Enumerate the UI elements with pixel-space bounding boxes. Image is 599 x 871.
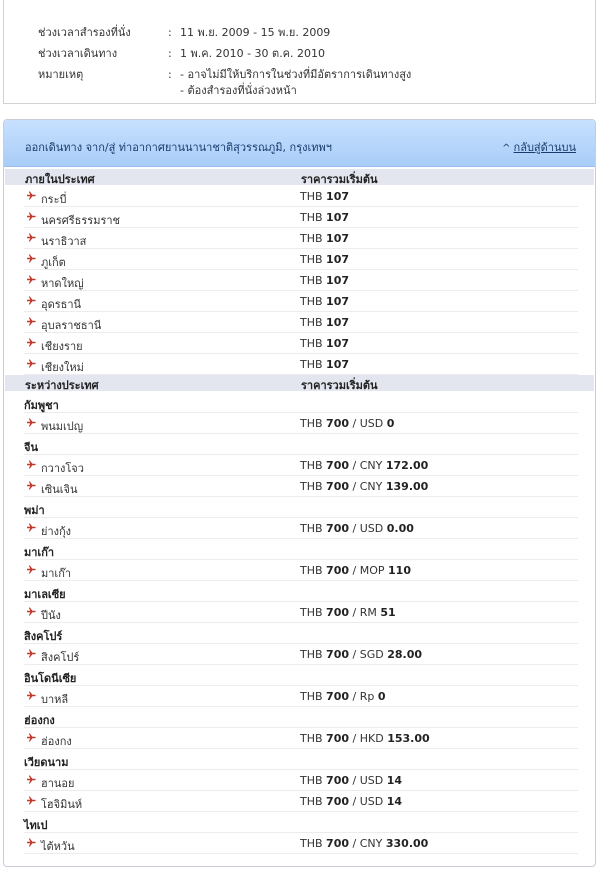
local-currency-code: USD (359, 522, 384, 535)
country-name: กัมพูชา (24, 399, 59, 412)
starting-price: THB 700 / Rp 0 (300, 690, 386, 703)
starting-price: THB 700 / HKD 153.00 (300, 732, 430, 745)
currency-code: THB (300, 564, 323, 577)
local-price-amount: 14 (386, 795, 403, 808)
back-to-top-link[interactable] (502, 138, 576, 156)
country-name: อินโดนีเซีย (24, 672, 77, 685)
route-row[interactable] (24, 728, 578, 749)
notes-row (38, 67, 411, 99)
currency-code: THB (300, 795, 323, 808)
plane-icon (27, 691, 36, 700)
currency-code: THB (300, 417, 323, 430)
note-item: - อาจไม่มีให้บริการในช่วงที่มีอัตราการเดินทางสูง (180, 68, 412, 81)
currency-code: THB (300, 316, 323, 329)
starting-price: THB 700 / CNY 172.00 (300, 459, 429, 472)
currency-code: THB (300, 837, 323, 850)
starting-price (300, 337, 349, 350)
price-amount: 107 (326, 232, 350, 245)
local-price-amount: 110 (388, 564, 411, 577)
starting-price (300, 232, 349, 245)
notes-list (180, 67, 411, 99)
destination-city-link[interactable]: เชียงราย (41, 340, 83, 353)
price-column-header: ราคารวมเริ่มต้น (301, 379, 378, 392)
destination-city-link[interactable]: หาดใหญ่ (41, 277, 84, 290)
starting-price (300, 274, 349, 287)
currency-code: THB (300, 337, 323, 350)
price-amount: 107 (326, 337, 350, 350)
starting-price: THB 700 / USD 14 (300, 795, 403, 808)
currency-code: THB (300, 274, 323, 287)
starting-price: THB 700 / USD 14 (300, 774, 403, 787)
country-group-heading (24, 812, 578, 833)
local-price-amount: 14 (386, 774, 403, 787)
back-to-top-label: กลับสู่ด้านบน (513, 141, 576, 154)
route-row[interactable] (24, 312, 578, 333)
country-group-heading (24, 392, 578, 413)
local-price-amount: 0.00 (386, 522, 414, 535)
plane-icon (27, 233, 36, 242)
currency-code: THB (300, 295, 323, 308)
local-price-amount: 172.00 (385, 459, 429, 472)
plane-icon (27, 191, 36, 200)
starting-price (300, 316, 349, 329)
country-name: จีน (24, 441, 38, 454)
plane-icon (27, 418, 36, 427)
currency-code: THB (300, 253, 323, 266)
plane-icon (27, 296, 36, 305)
section-title: ระหว่างประเทศ (25, 379, 99, 392)
local-currency-code: CNY (359, 459, 383, 472)
local-currency-code: SGD (359, 648, 384, 661)
route-row[interactable] (24, 270, 578, 291)
currency-code: THB (300, 690, 323, 703)
price-amount: 700 (326, 417, 350, 430)
starting-price (300, 358, 349, 371)
destination-city-link[interactable]: มาเก๊า (41, 567, 72, 580)
country-group-heading (24, 623, 578, 644)
currency-code: THB (300, 211, 323, 224)
price-amount: 700 (326, 774, 350, 787)
plane-icon (27, 733, 36, 742)
currency-code: THB (300, 774, 323, 787)
country-group-heading (24, 539, 578, 560)
plane-icon (27, 338, 36, 347)
country-name: มาเก๊า (24, 546, 55, 559)
country-name: มาเลเซีย (24, 588, 66, 601)
starting-price (300, 190, 349, 203)
destination-city-link[interactable]: ฮานอย (41, 777, 75, 790)
destination-city-link[interactable]: นครศรีธรรมราช (41, 214, 121, 227)
country-name: สิงคโปร์ (24, 630, 63, 643)
price-amount: 107 (326, 295, 350, 308)
route-row[interactable] (24, 476, 578, 497)
price-amount: 700 (326, 837, 350, 850)
destination-city-link[interactable]: โฮจิมินห์ (41, 798, 83, 811)
route-row[interactable] (24, 291, 578, 312)
price-amount: 700 (326, 459, 350, 472)
price-column-header: ราคารวมเริ่มต้น (301, 173, 378, 186)
price-amount: 700 (326, 795, 350, 808)
colon: : (168, 26, 172, 39)
booking-period-label: ช่วงเวลาสำรองที่นั่ง (38, 26, 131, 39)
local-currency-code: CNY (359, 837, 383, 850)
starting-price (300, 295, 349, 308)
route-row[interactable] (24, 249, 578, 270)
destination-city-link[interactable]: อุบลราชธานี (41, 319, 102, 332)
route-row[interactable] (24, 354, 578, 375)
plane-icon (27, 212, 36, 221)
starting-price (300, 211, 349, 224)
price-amount: 107 (326, 316, 350, 329)
plane-icon (27, 317, 36, 326)
route-row[interactable] (24, 455, 578, 476)
destination-city-link[interactable]: พนมเปญ (41, 420, 84, 433)
country-name: ไทเป (24, 819, 48, 832)
colon: : (168, 68, 172, 81)
route-row[interactable] (24, 686, 578, 707)
panel-title: ออกเดินทาง จาก/สู่ ท่าอากาศยานนานาชาติสุวรรณภูมิ, กรุงเทพฯ (25, 141, 332, 154)
destination-city-link[interactable]: อุดรธานี (41, 298, 82, 311)
route-row[interactable] (24, 207, 578, 228)
local-price-amount: 153.00 (387, 732, 430, 745)
local-currency-code: HKD (359, 732, 384, 745)
price-amount: 700 (326, 648, 350, 661)
destination-city-link[interactable]: ย่างกุ้ง (41, 525, 72, 538)
starting-price (300, 253, 349, 266)
country-name: ฮ่องกง (24, 714, 55, 727)
destination-city-link[interactable]: บาหลี (41, 693, 69, 706)
local-price-amount: 330.00 (385, 837, 429, 850)
price-amount: 700 (326, 480, 350, 493)
price-amount: 107 (326, 211, 350, 224)
route-row[interactable] (24, 333, 578, 354)
plane-icon (27, 649, 36, 658)
route-row[interactable] (24, 833, 578, 854)
promo-info-box (3, 0, 596, 104)
currency-code: THB (300, 358, 323, 371)
currency-code: THB (300, 648, 323, 661)
price-amount: 107 (326, 358, 350, 371)
destination-city-link[interactable]: ปีนัง (41, 609, 61, 622)
plane-icon (27, 254, 36, 263)
route-row[interactable] (24, 186, 578, 207)
country-group-heading (24, 665, 578, 686)
country-group-heading (24, 497, 578, 518)
domestic-section-header (5, 169, 594, 185)
plane-icon (27, 275, 36, 284)
notes-label: หมายเหตุ (38, 68, 84, 81)
local-price-amount: 51 (380, 606, 396, 619)
price-amount: 700 (326, 732, 350, 745)
plane-icon (27, 523, 36, 532)
starting-price: THB 700 / CNY 330.00 (300, 837, 429, 850)
flight-price-panel (3, 119, 596, 867)
route-row[interactable] (24, 518, 578, 539)
panel-header (4, 120, 595, 167)
currency-code: THB (300, 606, 323, 619)
currency-code: THB (300, 190, 323, 203)
local-price-amount: 139.00 (385, 480, 429, 493)
travel-period-value: 1 พ.ค. 2010 - 30 ต.ค. 2010 (180, 47, 326, 60)
international-section-header (5, 375, 594, 391)
price-amount: 107 (326, 274, 350, 287)
starting-price: THB 700 / SGD 28.00 (300, 648, 422, 661)
country-name: เวียดนาม (24, 756, 69, 769)
destination-city-link[interactable]: เชียงใหม่ (41, 361, 84, 374)
currency-code: THB (300, 732, 323, 745)
currency-code: THB (300, 522, 323, 535)
route-row[interactable] (24, 770, 578, 791)
colon: : (168, 47, 172, 60)
plane-icon (27, 565, 36, 574)
currency-code: THB (300, 459, 323, 472)
destination-city-link[interactable]: ฮ่องกง (41, 735, 72, 748)
destination-city-link[interactable]: สิงคโปร์ (41, 651, 80, 664)
route-row[interactable] (24, 228, 578, 249)
destination-city-link[interactable]: ไต้หวัน (41, 840, 75, 853)
currency-code: THB (300, 480, 323, 493)
local-currency-code: Rp (359, 690, 375, 703)
route-row[interactable] (24, 602, 578, 623)
caret-up-icon: ^ (502, 143, 511, 154)
route-row[interactable] (24, 560, 578, 581)
local-currency-code: USD (359, 795, 384, 808)
price-amount: 107 (326, 253, 350, 266)
local-currency-code: USD (359, 774, 384, 787)
destination-city-link[interactable]: เซินเจิน (41, 483, 78, 496)
booking-period-value: 11 พ.ย. 2009 - 15 พ.ย. 2009 (180, 26, 331, 39)
currency-code: THB (300, 232, 323, 245)
booking-period-row (38, 25, 330, 41)
plane-icon (27, 460, 36, 469)
price-amount: 700 (326, 564, 350, 577)
plane-icon (27, 481, 36, 490)
plane-icon (27, 838, 36, 847)
destination-city-link[interactable]: กระบี่ (41, 193, 67, 206)
starting-price: THB 700 / USD 0 (300, 417, 395, 430)
plane-icon (27, 359, 36, 368)
local-currency-code: USD (359, 417, 384, 430)
price-amount: 700 (326, 522, 350, 535)
travel-period-row (38, 46, 325, 62)
starting-price: THB 700 / RM 51 (300, 606, 396, 619)
plane-icon (27, 796, 36, 805)
country-group-heading (24, 707, 578, 728)
local-price-amount: 0 (377, 690, 386, 703)
country-group-heading (24, 581, 578, 602)
route-row[interactable] (24, 413, 578, 434)
starting-price: THB 700 / USD 0.00 (300, 522, 414, 535)
price-amount: 700 (326, 606, 350, 619)
destination-city-link[interactable]: ภูเก็ต (41, 256, 66, 269)
section-title: ภายในประเทศ (25, 173, 95, 186)
local-price-amount: 0 (386, 417, 395, 430)
country-group-heading (24, 434, 578, 455)
local-currency-code: CNY (359, 480, 383, 493)
local-currency-code: RM (359, 606, 377, 619)
local-price-amount: 28.00 (387, 648, 422, 661)
destination-city-link[interactable]: กวางโจว (41, 462, 84, 475)
local-currency-code: MOP (359, 564, 385, 577)
destination-city-link[interactable]: นราธิวาส (41, 235, 87, 248)
country-name: พม่า (24, 504, 45, 517)
travel-period-label: ช่วงเวลาเดินทาง (38, 47, 118, 60)
route-row[interactable] (24, 791, 578, 812)
country-group-heading (24, 749, 578, 770)
starting-price: THB 700 / MOP 110 (300, 564, 411, 577)
plane-icon (27, 607, 36, 616)
route-row[interactable] (24, 644, 578, 665)
plane-icon (27, 775, 36, 784)
price-amount: 700 (326, 690, 350, 703)
price-amount: 107 (326, 190, 350, 203)
starting-price: THB 700 / CNY 139.00 (300, 480, 429, 493)
note-item: - ต้องสำรองที่นั่งล่วงหน้า (180, 84, 297, 97)
